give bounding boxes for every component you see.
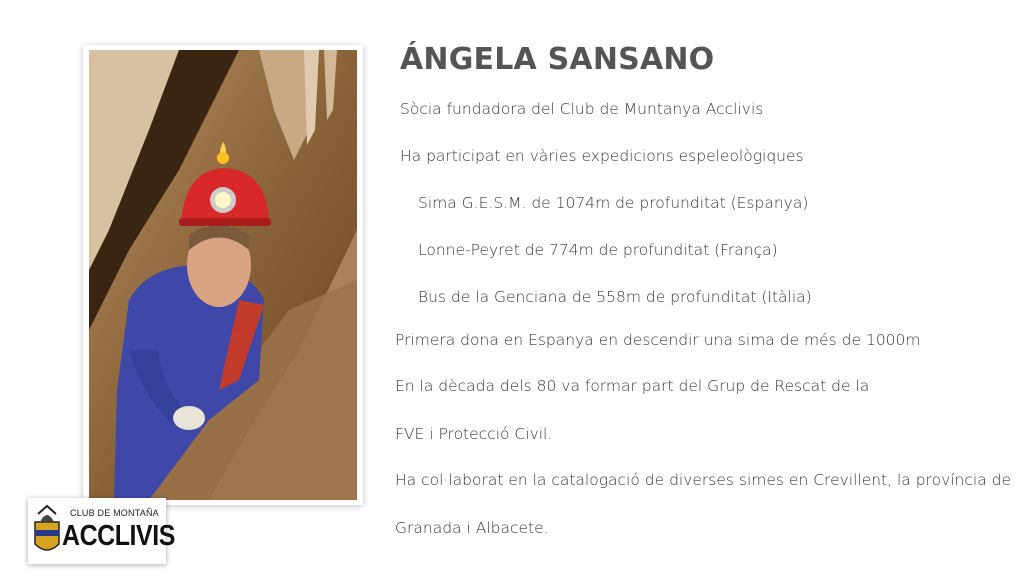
slide-title: ÁNGELA SANSANO xyxy=(400,42,715,77)
expedition-item: Lonne-Peyret de 774m de profunditat (França) xyxy=(418,241,778,259)
bio-line: Sòcia fundadora del Club de Muntanya Acclivis xyxy=(400,100,764,118)
logo-main-text: ACCLIVIS xyxy=(62,520,175,552)
bio-line: Primera dona en Espanya en descendir una sima de més de 1000m xyxy=(395,331,921,349)
shield-emblem-icon xyxy=(32,504,62,558)
bio-line: Ha col·laborat en la catalogació de diverses simes en Crevillent, la província de xyxy=(395,471,1012,489)
bio-line: En la dècada dels 80 va formar part del Grup de Rescat de la xyxy=(395,377,870,395)
caving-photo xyxy=(89,50,357,500)
expedition-item: Bus de la Genciana de 558m de profunditat (Itàlia) xyxy=(418,288,812,306)
bio-line: FVE i Protecció Civil. xyxy=(395,425,553,443)
photo-frame xyxy=(83,45,363,505)
logo-top-text: CLUB DE MONTAÑA xyxy=(70,508,159,518)
expedition-item: Sima G.E.S.M. de 1074m de profunditat (Espanya) xyxy=(418,194,809,212)
bio-line: Ha participat en vàries expedicions espeleològiques xyxy=(400,147,804,165)
bio-line: Granada i Albacete. xyxy=(395,519,549,537)
club-logo xyxy=(28,498,175,564)
